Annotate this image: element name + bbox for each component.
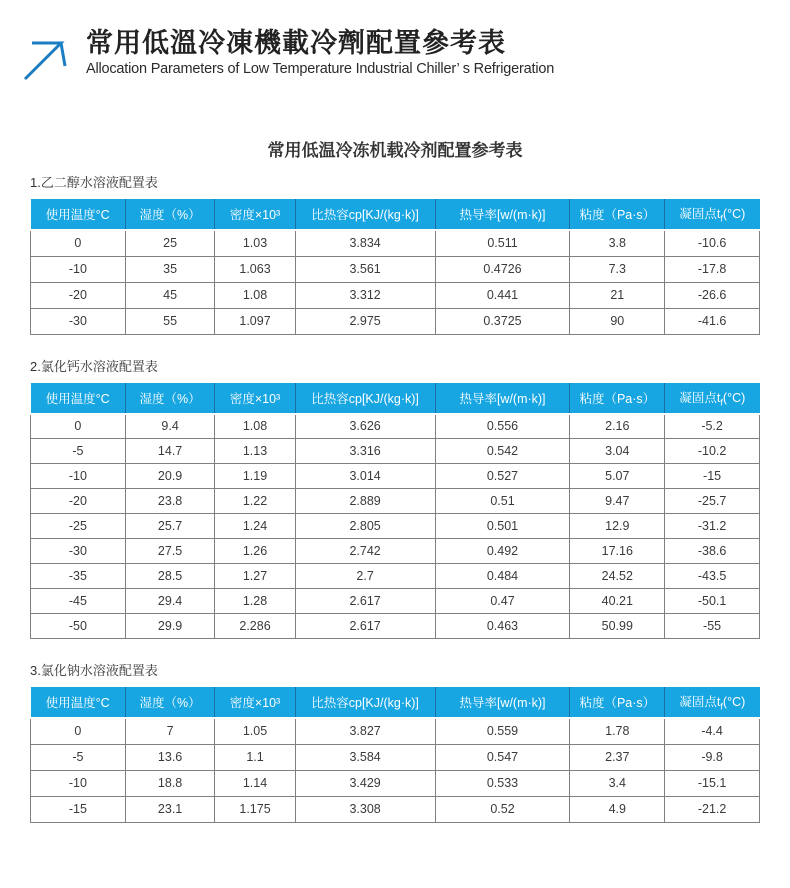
data-table <box>30 383 760 640</box>
table-cell: 29.4 <box>125 589 215 614</box>
table-cell: 9.47 <box>570 489 665 514</box>
column-header: 热导率[w/(m·k)] <box>435 199 570 230</box>
table-row <box>31 796 760 822</box>
table-row <box>31 514 760 539</box>
column-header: 热导率[w/(m·k)] <box>435 687 570 718</box>
column-header: 粘度（Pa·s） <box>570 383 665 414</box>
table-row <box>31 489 760 514</box>
table-cell: -45 <box>31 589 126 614</box>
table-cell: -15 <box>665 464 760 489</box>
table-cell: 1.05 <box>215 718 295 744</box>
table-cell: 50.99 <box>570 614 665 639</box>
table-cell: 7.3 <box>570 256 665 282</box>
table-row <box>31 308 760 334</box>
column-header: 密度×10³ <box>215 687 295 718</box>
table-cell: 0.484 <box>435 564 570 589</box>
table-cell: 2.805 <box>295 514 435 539</box>
table-cell: 0.441 <box>435 282 570 308</box>
table-cell: 4.9 <box>570 796 665 822</box>
table-cell: 2.617 <box>295 589 435 614</box>
table-cell: 0.542 <box>435 439 570 464</box>
table-cell: 1.26 <box>215 539 295 564</box>
table-cell: 1.78 <box>570 718 665 744</box>
table-cell: 1.063 <box>215 256 295 282</box>
table-cell: -5 <box>31 439 126 464</box>
column-header: 粘度（Pa·s） <box>570 687 665 718</box>
table-cell: 3.308 <box>295 796 435 822</box>
table-cell: 0.492 <box>435 539 570 564</box>
table-cell: -35 <box>31 564 126 589</box>
table-cell: 2.7 <box>295 564 435 589</box>
column-header: 粘度（Pa·s） <box>570 199 665 230</box>
table-cell: 3.4 <box>570 770 665 796</box>
table-cell: -10.6 <box>665 230 760 256</box>
table-cell: 29.9 <box>125 614 215 639</box>
table-cell: 12.9 <box>570 514 665 539</box>
table-cell: -41.6 <box>665 308 760 334</box>
brand-text <box>86 28 554 77</box>
table-cell: 3.014 <box>295 464 435 489</box>
table-cell: 1.08 <box>215 414 295 439</box>
column-header: 湿度（%） <box>125 687 215 718</box>
table-cell: 0 <box>31 414 126 439</box>
table-cell: -50.1 <box>665 589 760 614</box>
data-table <box>30 199 760 335</box>
table-cell: 17.16 <box>570 539 665 564</box>
table-cell: 3.834 <box>295 230 435 256</box>
table-cell: 35 <box>125 256 215 282</box>
table-cell: -55 <box>665 614 760 639</box>
table-cell: 1.1 <box>215 744 295 770</box>
section-label: 1.乙二醇水溶液配置表 <box>30 175 158 190</box>
table-cell: 0.4726 <box>435 256 570 282</box>
header-row <box>31 199 760 230</box>
table-cell: 3.827 <box>295 718 435 744</box>
table-row <box>31 256 760 282</box>
table-cell: 0.533 <box>435 770 570 796</box>
column-header: 比热容cp[KJ/(kg·k)] <box>295 383 435 414</box>
table-section <box>30 660 760 823</box>
table-cell: 55 <box>125 308 215 334</box>
table-cell: -20 <box>31 282 126 308</box>
table-cell: -30 <box>31 308 126 334</box>
table-cell: -10 <box>31 256 126 282</box>
table-cell: 2.617 <box>295 614 435 639</box>
table-cell: -50 <box>31 614 126 639</box>
table-cell: -5 <box>31 744 126 770</box>
table-row <box>31 439 760 464</box>
table-cell: 0 <box>31 718 126 744</box>
table-cell: 1.097 <box>215 308 295 334</box>
table-cell: 2.742 <box>295 539 435 564</box>
table-cell: 3.312 <box>295 282 435 308</box>
table-row <box>31 414 760 439</box>
table-cell: 28.5 <box>125 564 215 589</box>
arrow-up-right-icon <box>16 30 74 86</box>
table-cell: 1.19 <box>215 464 295 489</box>
table-cell: 0.511 <box>435 230 570 256</box>
table-cell: -15 <box>31 796 126 822</box>
table-cell: 0 <box>31 230 126 256</box>
table-cell: -17.8 <box>665 256 760 282</box>
table-cell: 0.556 <box>435 414 570 439</box>
table-cell: -5.2 <box>665 414 760 439</box>
table-cell: -9.8 <box>665 744 760 770</box>
section-label: 2.氯化钙水溶液配置表 <box>30 358 158 374</box>
table-cell: 3.316 <box>295 439 435 464</box>
table-row <box>31 539 760 564</box>
table-cell: 0.3725 <box>435 308 570 334</box>
table-cell: 2.975 <box>295 308 435 334</box>
table-cell: 0.47 <box>435 589 570 614</box>
header-row <box>31 383 760 414</box>
table-cell: 1.14 <box>215 770 295 796</box>
column-header: 比热容cp[KJ/(kg·k)] <box>295 687 435 718</box>
table-cell: 1.22 <box>215 489 295 514</box>
table-cell: -10.2 <box>665 439 760 464</box>
table-cell: 23.8 <box>125 489 215 514</box>
table-cell: 13.6 <box>125 744 215 770</box>
table-row <box>31 589 760 614</box>
table-row <box>31 464 760 489</box>
table-cell: -4.4 <box>665 718 760 744</box>
table-cell: 23.1 <box>125 796 215 822</box>
document-title: 常用低温冷冻机载冷剂配置参考表 <box>267 141 523 160</box>
table-cell: 40.21 <box>570 589 665 614</box>
table-row <box>31 230 760 256</box>
table-cell: -15.1 <box>665 770 760 796</box>
table-cell: 1.27 <box>215 564 295 589</box>
table-cell: -10 <box>31 770 126 796</box>
table-cell: 21 <box>570 282 665 308</box>
table-cell: 0.463 <box>435 614 570 639</box>
table-cell: 3.626 <box>295 414 435 439</box>
column-header: 热导率[w/(m·k)] <box>435 383 570 414</box>
table-cell: 3.429 <box>295 770 435 796</box>
table-cell: 90 <box>570 308 665 334</box>
table-cell: 3.04 <box>570 439 665 464</box>
table-cell: 3.561 <box>295 256 435 282</box>
table-cell: 0.547 <box>435 744 570 770</box>
page-subtitle: Allocation Parameters of Low Temperature Industrial Chiller’ s Refrigeration <box>86 61 555 78</box>
table-cell: 2.286 <box>215 614 295 639</box>
table-cell: -30 <box>31 539 126 564</box>
table-cell: 2.16 <box>570 414 665 439</box>
table-cell: 5.07 <box>570 464 665 489</box>
table-row <box>31 282 760 308</box>
table-row <box>31 744 760 770</box>
table-cell: 14.7 <box>125 439 215 464</box>
table-cell: -20 <box>31 489 126 514</box>
column-header: 湿度（%） <box>125 383 215 414</box>
table-cell: 1.08 <box>215 282 295 308</box>
table-cell: 45 <box>125 282 215 308</box>
column-header: 凝固点$t_f(^\circ C)$ <box>665 199 760 230</box>
table-row <box>31 614 760 639</box>
table-section <box>30 172 760 335</box>
column-header: 密度×10³ <box>215 199 295 230</box>
table-cell: 1.28 <box>215 589 295 614</box>
tables-container <box>30 172 760 823</box>
table-cell: -25 <box>31 514 126 539</box>
table-cell: 2.37 <box>570 744 665 770</box>
table-cell: -31.2 <box>665 514 760 539</box>
table-cell: 18.8 <box>125 770 215 796</box>
table-cell: 9.4 <box>125 414 215 439</box>
table-cell: 0.559 <box>435 718 570 744</box>
table-cell: 0.52 <box>435 796 570 822</box>
table-cell: -25.7 <box>665 489 760 514</box>
table-cell: 3.8 <box>570 230 665 256</box>
table-cell: 25.7 <box>125 514 215 539</box>
page-header <box>0 0 790 86</box>
table-row <box>31 564 760 589</box>
table-cell: 1.13 <box>215 439 295 464</box>
table-cell: -10 <box>31 464 126 489</box>
table-cell: 24.52 <box>570 564 665 589</box>
document-body <box>0 136 790 823</box>
column-header: 凝固点$t_f(^\circ C)$ <box>665 383 760 414</box>
table-cell: 2.889 <box>295 489 435 514</box>
page-title: 常用低溫冷凍機載冷劑配置參考表 <box>86 28 506 58</box>
table-row <box>31 718 760 744</box>
table-cell: 27.5 <box>125 539 215 564</box>
table-cell: 25 <box>125 230 215 256</box>
column-header: 凝固点$t_f(^\circ C)$ <box>665 687 760 718</box>
table-cell: -38.6 <box>665 539 760 564</box>
table-row <box>31 770 760 796</box>
table-cell: 0.501 <box>435 514 570 539</box>
table-cell: 3.584 <box>295 744 435 770</box>
table-cell: 1.03 <box>215 230 295 256</box>
table-cell: 1.24 <box>215 514 295 539</box>
column-header: 使用温度°C <box>31 687 126 718</box>
table-cell: 1.175 <box>215 796 295 822</box>
data-table <box>30 687 760 823</box>
column-header: 密度×10³ <box>215 383 295 414</box>
section-label: 3.氯化钠水溶液配置表 <box>30 663 158 678</box>
column-header: 湿度（%） <box>125 199 215 230</box>
table-cell: 20.9 <box>125 464 215 489</box>
table-cell: -26.6 <box>665 282 760 308</box>
column-header: 使用温度°C <box>31 383 126 414</box>
table-cell: 0.51 <box>435 489 570 514</box>
table-cell: 0.527 <box>435 464 570 489</box>
table-cell: 7 <box>125 718 215 744</box>
table-cell: -43.5 <box>665 564 760 589</box>
table-section <box>30 356 760 640</box>
table-cell: -21.2 <box>665 796 760 822</box>
header-row <box>31 687 760 718</box>
column-header: 比热容cp[KJ/(kg·k)] <box>295 199 435 230</box>
column-header: 使用温度°C <box>31 199 126 230</box>
